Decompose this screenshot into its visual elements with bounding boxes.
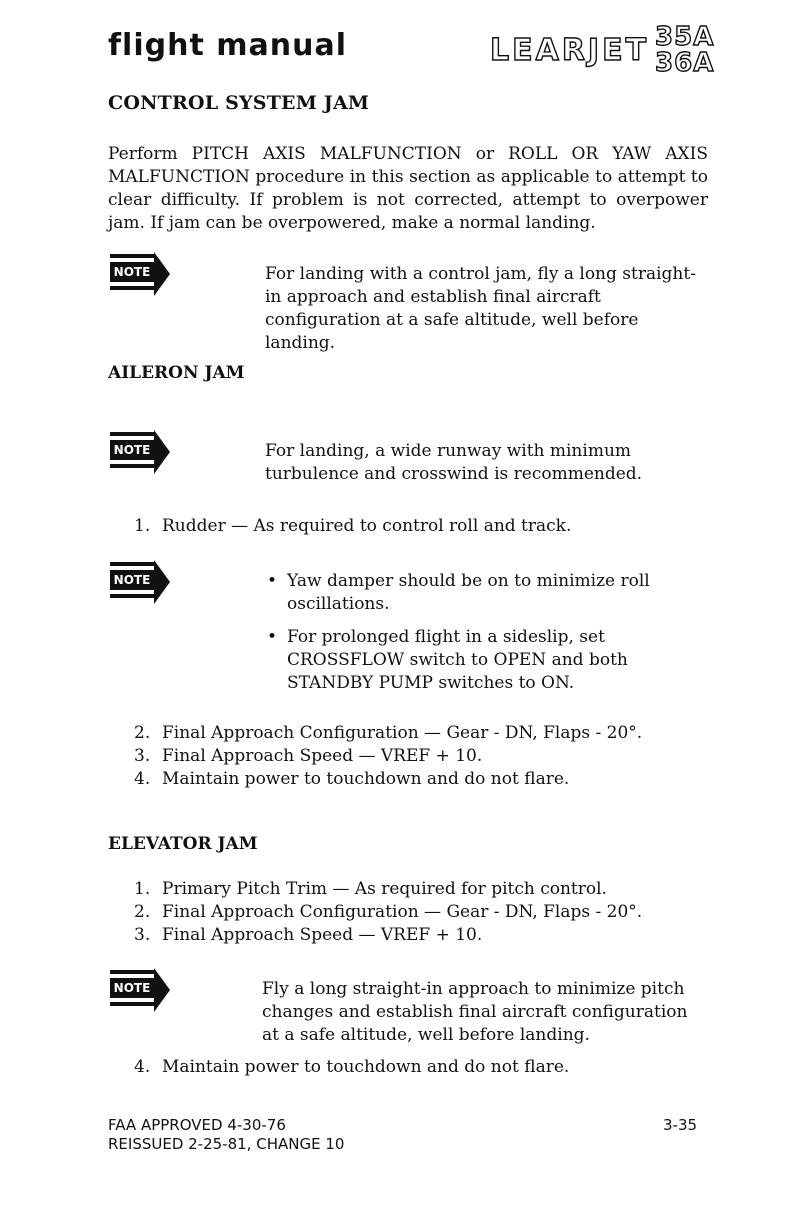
- note-text: Fly a long straight-in approach to minimize pitch changes and establish final aircraft configuration at a safe altitude, well before landing.: [262, 979, 688, 1045]
- note-bullets: [265, 570, 705, 705]
- note-icon: NOTE: [110, 968, 172, 1012]
- note-text: For landing with a control jam, fly a long straight-in approach and establish final aircraft configuration at a safe altitude, well before landing.: [265, 264, 696, 353]
- note-icon: NOTE: [110, 560, 172, 604]
- list-item: 4. Maintain power to touchdown and do not flare.: [134, 1057, 570, 1077]
- elevator-step-list: [134, 878, 642, 947]
- intro-paragraph: Perform PITCH AXIS MALFUNCTION or ROLL OR YAW AXIS MALFUNCTION procedure in this section as applicable to attempt to clear difficulty. If problem is not corrected, attempt to overpower jam. If jam can be overpowered, make a normal landing.: [108, 144, 708, 233]
- list-item: 3. Final Approach Speed — VREF + 10.: [134, 925, 483, 945]
- section-title: CONTROL SYSTEM JAM: [108, 92, 370, 114]
- list-item: 2. Final Approach Configuration — Gear - DN, Flaps - 20°.: [134, 723, 643, 743]
- aileron-step-list: [134, 722, 642, 791]
- footer-approval: [108, 1116, 344, 1154]
- list-item: 1. Rudder — As required to control roll and track.: [134, 516, 572, 536]
- manual-title: flight manual: [108, 28, 347, 63]
- aileron-step-list: [134, 515, 571, 538]
- footer-reissued: REISSUED 2-25-81, CHANGE 10: [108, 1135, 345, 1153]
- brand-name: LEARJET: [490, 32, 650, 68]
- subsection-title-elevator: ELEVATOR JAM: [108, 834, 258, 854]
- note-icon: NOTE: [110, 252, 172, 296]
- model-bottom: 36A: [655, 48, 715, 78]
- bullet-item: • Yaw damper should be on to minimize roll oscillations.: [265, 570, 705, 616]
- bullet-item: • For prolonged flight in a sideslip, set CROSSFLOW switch to OPEN and both STANDBY PUMP switches to ON.: [265, 626, 705, 695]
- list-item: 3. Final Approach Speed — VREF + 10.: [134, 746, 483, 766]
- model-numbers: [655, 24, 714, 76]
- page-number: 3-35: [663, 1116, 698, 1134]
- footer-approved: FAA APPROVED 4-30-76: [108, 1116, 286, 1134]
- model-top: 35A: [655, 22, 715, 52]
- list-item: 4. Maintain power to touchdown and do not flare.: [134, 769, 570, 789]
- brand-logo: [490, 24, 714, 76]
- list-item: 2. Final Approach Configuration — Gear - DN, Flaps - 20°.: [134, 902, 643, 922]
- note-text: For landing, a wide runway with minimum turbulence and crosswind is recommended.: [265, 441, 643, 484]
- elevator-step-list: [134, 1056, 569, 1079]
- note-icon: NOTE: [110, 430, 172, 474]
- list-item: 1. Primary Pitch Trim — As required for pitch control.: [134, 879, 607, 899]
- subsection-title-aileron: AILERON JAM: [108, 363, 245, 383]
